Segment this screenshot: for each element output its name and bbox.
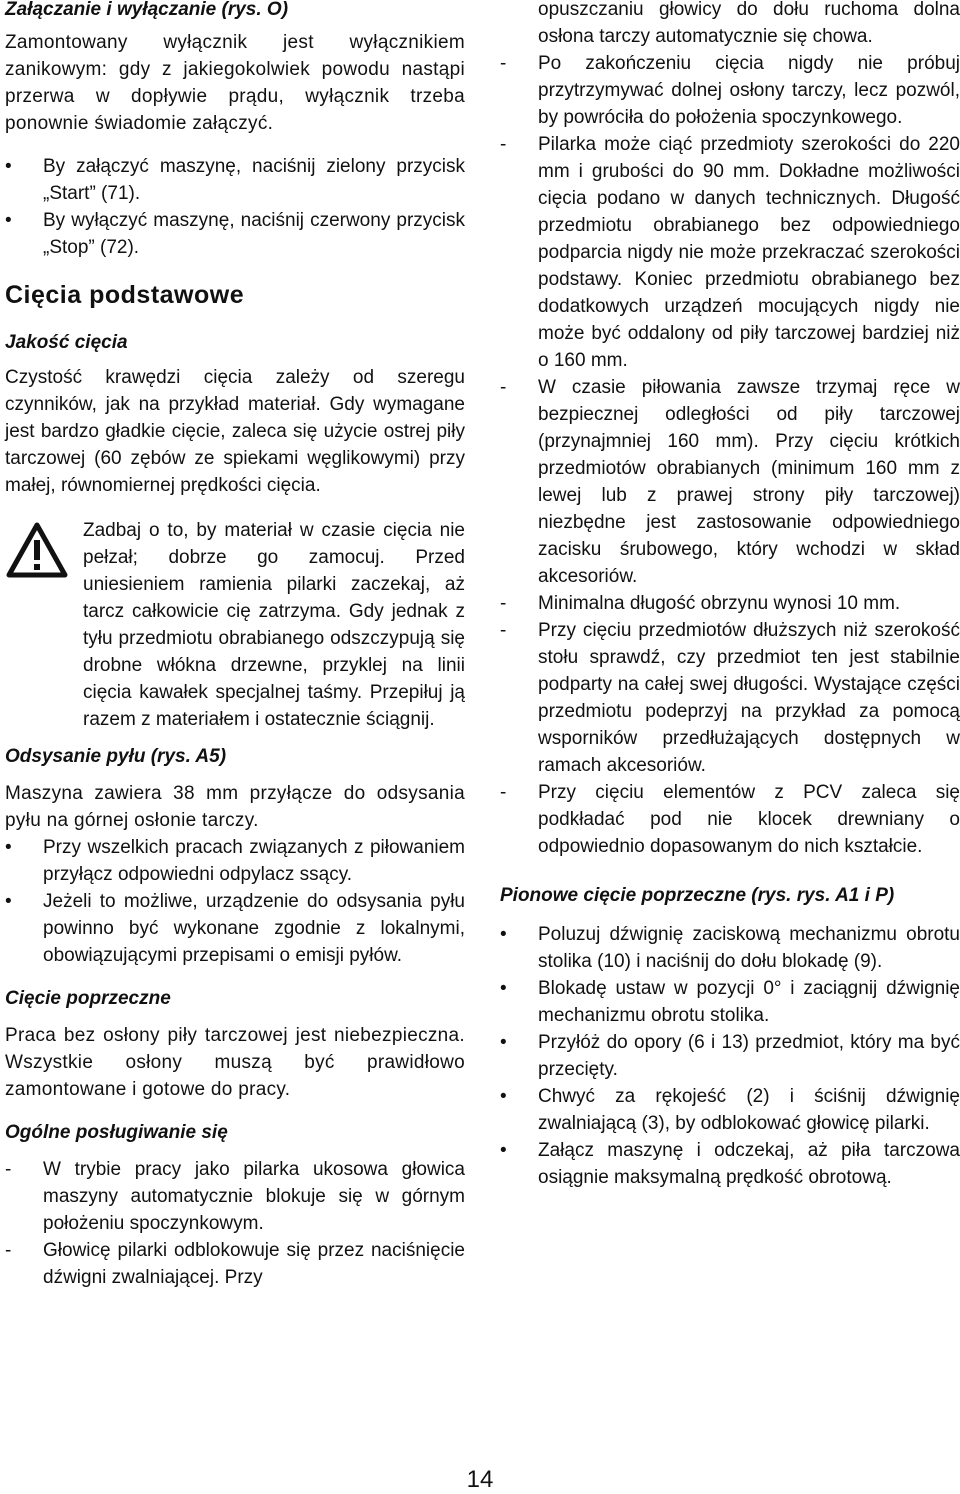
warning-triangle-icon xyxy=(5,521,69,579)
list-item xyxy=(5,1156,465,1237)
bullet-mark: • xyxy=(500,924,507,945)
list-item xyxy=(5,207,465,261)
list-item xyxy=(500,1083,960,1137)
page-number: 14 xyxy=(466,1466,494,1493)
dash-mark: - xyxy=(5,1240,12,1261)
heading-general-handling: Ogólne posługiwanie się xyxy=(5,1122,228,1143)
list-item xyxy=(500,921,960,975)
list-item-text: Przyłóż do opory (6 i 13) przedmiot, który ma być przecięty. xyxy=(538,1032,960,1080)
dust-bullet-list xyxy=(5,834,465,969)
dash-mark: - xyxy=(500,134,507,155)
list-item-text: Blokadę ustaw w pozycji 0° i zaciągnij dźwignię mechanizmu obrotu stolika. xyxy=(538,978,960,1026)
heading-vertical-crosscut: Pionowe cięcie poprzeczne (rys. rys. A1 i P) xyxy=(500,885,895,906)
heading-dust-extraction: Odsysanie pyłu (rys. A5) xyxy=(5,746,227,767)
switch-bullet-list xyxy=(5,153,465,261)
heading-crosscut: Cięcie poprzeczne xyxy=(5,988,171,1009)
heading-switch: Załączanie i wyłączanie (rys. O) xyxy=(5,0,289,20)
list-item xyxy=(500,1137,960,1191)
general-dash-list xyxy=(5,1156,465,1291)
heading-basic-cuts: Cięcia podstawowe xyxy=(5,281,245,309)
warning-text: Zadbaj o to, by materiał w czasie cięcia nie pełzał; dobrze go zamocuj. Przed uniesieniem ramienia pilarki zaczekaj, aż tarcz całkowicie cię zatrzyma. Gdy jednak z tyłu przedmiotu obrabianego odszczypują się drobne włókna drzewne, przyklej na linii cięcia kawałek specjalnej taśmy. Przepiłuj ją razem z materiałem i ostatecznie ściągnij. xyxy=(83,520,465,730)
list-item-text: Pilarka może ciąć przedmioty szerokości do 220 mm i grubości do 90 mm. Dokładne możliwości cięcia podano w danych technicznych. Długość przedmiotu obrabianego bez odpowiedniego podparcia nigdy nie może przekraczać szerokości podstawy. Koniec przedmiotu obrabianego bez dodatkowych urządzeń mocujących nigdy nie może być oddalony od piły tarczowej bardziej niż o 160 mm. xyxy=(538,134,960,371)
right-column xyxy=(500,0,960,1191)
list-item xyxy=(500,50,960,131)
list-item-text: Jeżeli to możliwe, urządzenie do odsysania pyłu powinno być wykonane zgodnie z lokalnymi, obowiązującymi przepisami o emisji pyłów. xyxy=(43,891,465,966)
list-item xyxy=(500,975,960,1029)
bullet-mark: • xyxy=(500,1086,507,1107)
bullet-mark: • xyxy=(5,837,12,858)
list-item-text: Przy cięciu elementów z PCV zaleca się podkładać pod nie klocek drewniany o odpowiednio dopasowanym do nich kształcie. xyxy=(538,782,960,857)
list-item xyxy=(500,131,960,374)
list-item xyxy=(5,888,465,969)
crosscut-paragraph: Praca bez osłony piły tarczowej jest niebezpieczna. Wszystkie osłony muszą być prawidłowo zamontowane i gotowe do pracy. xyxy=(5,1025,465,1100)
list-item-text: Poluzuj dźwignię zaciskową mechanizmu obrotu stolika (10) i naciśnij do dołu blokadę (9). xyxy=(538,924,960,972)
list-item xyxy=(5,153,465,207)
list-item-text: Przy wszelkich pracach związanych z piłowaniem przyłącz odpowiedni odpylacz ssący. xyxy=(43,837,465,885)
dash-mark: - xyxy=(500,377,507,398)
dust-paragraph: Maszyna zawiera 38 mm przyłącze do odsysania pyłu na górnej osłonie tarczy. xyxy=(5,783,465,831)
list-item-text: By załączyć maszynę, naciśnij zielony przycisk „Start” (71). xyxy=(43,156,465,204)
list-item xyxy=(500,590,960,617)
list-item-text: Minimalna długość obrzynu wynosi 10 mm. xyxy=(538,593,901,614)
dash-mark: - xyxy=(500,593,507,614)
list-item-text: Załącz maszynę i odczekaj, aż piła tarczowa osiągnie maksymalną prędkość obrotową. xyxy=(538,1140,960,1188)
cut-quality-paragraph: Czystość krawędzi cięcia zależy od szeregu czynników, jak na przykład materiał. Gdy wymagane jest bardzo gładkie cięcie, zaleca się użycie ostrej piły tarczowej (60 zębów ze spiekami węglikowymi) przy małej, równomiernej prędkości cięcia. xyxy=(5,367,465,496)
bullet-mark: • xyxy=(5,210,12,231)
list-item-text: Przy cięciu przedmiotów dłuższych niż szerokość stołu sprawdź, czy przedmiot ten jest stabilnie podparty na całej swej długości. Wystające części przedmiotu podeprzyj na przykład za pomocą wsporników przedłużających dostępnych w ramach akcesoriów. xyxy=(538,620,960,776)
list-item xyxy=(5,1237,465,1291)
dash-mark: - xyxy=(500,782,507,803)
dash-mark: - xyxy=(500,53,507,74)
list-item-text: Głowicę pilarki odblokowuje się przez naciśnięcie dźwigni zwalniającej. Przy xyxy=(43,1240,465,1288)
bullet-mark: • xyxy=(500,978,507,999)
list-item-text: By wyłączyć maszynę, naciśnij czerwony przycisk „Stop” (72). xyxy=(43,210,465,258)
left-column xyxy=(5,0,465,1291)
warning-block xyxy=(5,517,465,733)
bullet-mark: • xyxy=(5,891,12,912)
list-item xyxy=(5,834,465,888)
bullet-mark: • xyxy=(500,1140,507,1161)
bullet-mark: • xyxy=(5,156,12,177)
list-item xyxy=(500,374,960,590)
continuation-paragraph: opuszczaniu głowicy do dołu ruchoma dolna osłona tarczy automatycznie się chowa. xyxy=(538,0,960,47)
list-item-text: Po zakończeniu cięcia nigdy nie próbuj przytrzymywać dolnej osłony tarczy, lecz pozwól, by powróciła do położenia spoczynkowego. xyxy=(538,53,960,128)
right-dash-list xyxy=(500,50,960,860)
heading-cut-quality: Jakość cięcia xyxy=(5,332,128,353)
list-item xyxy=(500,1029,960,1083)
vertical-bullet-list xyxy=(500,921,960,1191)
list-item-text: W czasie piłowania zawsze trzymaj ręce w bezpiecznej odległości od piły tarczowej (przynajmniej 160 mm). Przy cięciu krótkich przedmiotów obrabianych (minimum 160 mm z lewej lub z prawej strony piły tarczowej) niezbędne jest zastosowanie odpowiedniego zacisku śrubowego, który wchodzi w skład akcesoriów. xyxy=(538,377,960,587)
dash-mark: - xyxy=(5,1159,12,1180)
switch-paragraph: Zamontowany wyłącznik jest wyłącznikiem zanikowym: gdy z jakiegokolwiek powodu nastąpi przerwa w dopływie prądu, wyłącznik trzeba ponownie świadomie załączyć. xyxy=(5,32,465,134)
dash-mark: - xyxy=(500,620,507,641)
list-item-text: W trybie pracy jako pilarka ukosowa głowica maszyny automatycznie blokuje się w górnym położeniu spoczynkowym. xyxy=(43,1159,465,1234)
list-item-text: Chwyć za rękojeść (2) i ściśnij dźwignię zwalniającą (3), by odblokować głowicę pilarki. xyxy=(538,1086,960,1134)
list-item xyxy=(500,779,960,860)
bullet-mark: • xyxy=(500,1032,507,1053)
list-item xyxy=(500,617,960,779)
